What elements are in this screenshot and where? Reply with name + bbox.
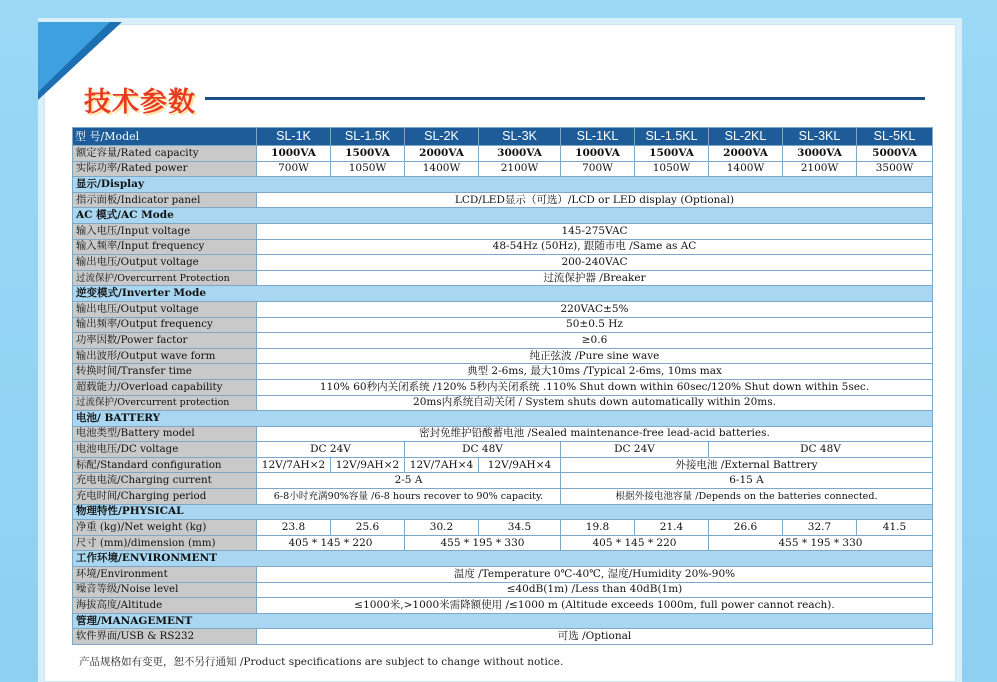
table-cell: 700W: [561, 161, 635, 177]
table-cell: 6-8小时充满90%容量 /6-8 hours recover to 90% capacity.: [257, 489, 561, 505]
header-cell: SL-3KL: [783, 128, 857, 146]
table-row: [73, 348, 933, 364]
table-cell: 5000VA: [857, 146, 933, 162]
table-cell: 455 * 195 * 330: [405, 535, 561, 551]
table-cell: 32.7: [783, 520, 857, 536]
header-cell: SL-1.5KL: [635, 128, 709, 146]
table-row: [73, 395, 933, 411]
table-cell: 23.8: [257, 520, 331, 536]
table-cell: 温度 /Temperature 0℃-40℃, 湿度/Humidity 20%-90%: [257, 567, 933, 583]
table-row: [73, 442, 933, 458]
table-cell: 根据外接电池容量 /Depends on the batteries connected.: [561, 489, 933, 505]
table-row: [73, 255, 933, 271]
table-row: [73, 364, 933, 380]
title-underline: [205, 97, 925, 100]
table-row: [73, 535, 933, 551]
table-cell: 700W: [257, 161, 331, 177]
table-cell: 12V/9AH×2: [331, 457, 405, 473]
row-label: 指示面板/Indicator panel: [73, 192, 257, 208]
table-row: [73, 192, 933, 208]
table-row: [73, 239, 933, 255]
table-cell: DC 48V: [405, 442, 561, 458]
table-row: [73, 629, 933, 645]
table-cell: 2-5 A: [257, 473, 561, 489]
table-cell: 2000VA: [709, 146, 783, 162]
row-label: 充电电流/Charging current: [73, 473, 257, 489]
table-cell: 1500VA: [635, 146, 709, 162]
header-cell: SL-2K: [405, 128, 479, 146]
table-row: [73, 426, 933, 442]
page-title: 技术参数: [84, 87, 196, 118]
section-row: [73, 177, 933, 193]
table-cell: 12V/7AH×4: [405, 457, 479, 473]
table-cell: 405 * 145 * 220: [257, 535, 405, 551]
row-label: 实际功率/Rated power: [73, 161, 257, 177]
table-cell: 455 * 195 * 330: [709, 535, 933, 551]
footnote: 产品规格如有变更，恕不另行通知 /Product specifications are subject to change without notice.: [79, 656, 564, 668]
row-label: 净重 (kg)/Net weight (kg): [73, 520, 257, 536]
table-cell: 1050W: [635, 161, 709, 177]
table-cell: 200-240VAC: [257, 255, 933, 271]
section-row: [73, 208, 933, 224]
table-row: [73, 146, 933, 162]
table-cell: 1000VA: [257, 146, 331, 162]
table-row: [73, 317, 933, 333]
table-cell: 12V/7AH×2: [257, 457, 331, 473]
row-label: 输出电压/Output voltage: [73, 301, 257, 317]
table-row: [73, 270, 933, 286]
table-cell: 110% 60秒内关闭系统 /120% 5秒内关闭系统 .110% Shut down within 60sec/120% Shut down within 5sec.: [257, 379, 933, 395]
section-title: 电池/ BATTERY: [73, 411, 933, 427]
section-row: [73, 504, 933, 520]
header-cell: SL-1.5K: [331, 128, 405, 146]
table-cell: 34.5: [479, 520, 561, 536]
table-cell: ≤1000米,>1000米需降额使用 /≤1000 m (Altitude exceeds 1000m, full power cannot reach).: [257, 598, 933, 614]
table-cell: 48-54Hz (50Hz), 跟随市电 /Same as AC: [257, 239, 933, 255]
row-label: 标配/Standard configuration: [73, 457, 257, 473]
table-cell: DC 24V: [561, 442, 709, 458]
section-title: 管理/MANAGEMENT: [73, 613, 933, 629]
table-cell: 25.6: [331, 520, 405, 536]
table-cell: 2000VA: [405, 146, 479, 162]
table-cell: 405 * 145 * 220: [561, 535, 709, 551]
table-cell: 过流保护器 /Breaker: [257, 270, 933, 286]
row-label: 输入电压/Input voltage: [73, 223, 257, 239]
row-label: 充电时间/Charging period: [73, 489, 257, 505]
table-cell: ≤40dB(1m) /Less than 40dB(1m): [257, 582, 933, 598]
table-cell: 19.8: [561, 520, 635, 536]
table-cell: 220VAC±5%: [257, 301, 933, 317]
row-label: 噪音等级/Noise level: [73, 582, 257, 598]
table-cell: ≥0.6: [257, 333, 933, 349]
table-row: [73, 223, 933, 239]
table-cell: 密封免维护铅酸蓄电池 /Sealed maintenance-free lead-acid batteries.: [257, 426, 933, 442]
header-model: 型 号/Model: [73, 128, 257, 146]
header-cell: SL-1KL: [561, 128, 635, 146]
table-cell: 145-275VAC: [257, 223, 933, 239]
table-row: [73, 333, 933, 349]
row-label: 软件界面/USB & RS232: [73, 629, 257, 645]
row-label: 功率因数/Power factor: [73, 333, 257, 349]
section-title: 逆变模式/Inverter Mode: [73, 286, 933, 302]
row-label: 额定容量/Rated capacity: [73, 146, 257, 162]
table-cell: 26.6: [709, 520, 783, 536]
table-cell: 41.5: [857, 520, 933, 536]
section-title: 工作环境/ENVIRONMENT: [73, 551, 933, 567]
table-cell: 1050W: [331, 161, 405, 177]
header-cell: SL-1K: [257, 128, 331, 146]
section-row: [73, 411, 933, 427]
spec-table: [72, 127, 933, 645]
section-row: [73, 286, 933, 302]
section-row: [73, 551, 933, 567]
table-cell: 外接电池 /External Battrery: [561, 457, 933, 473]
table-row: [73, 457, 933, 473]
table-cell: DC 48V: [709, 442, 933, 458]
row-label: 环境/Environment: [73, 567, 257, 583]
header-row: [73, 128, 933, 146]
table-cell: 1400W: [405, 161, 479, 177]
header-cell: SL-5KL: [857, 128, 933, 146]
table-row: [73, 567, 933, 583]
table-cell: 可选 /Optional: [257, 629, 933, 645]
row-label: 转换时间/Transfer time: [73, 364, 257, 380]
table-cell: 21.4: [635, 520, 709, 536]
row-label: 输出频率/Output frequency: [73, 317, 257, 333]
row-label: 电池电压/DC voltage: [73, 442, 257, 458]
table-cell: 2100W: [783, 161, 857, 177]
section-title: 物理特性/PHYSICAL: [73, 504, 933, 520]
table-cell: LCD/LED显示（可选）/LCD or LED display (Optional): [257, 192, 933, 208]
table-row: [73, 598, 933, 614]
table-cell: 1000VA: [561, 146, 635, 162]
header-cell: SL-3K: [479, 128, 561, 146]
table-row: [73, 582, 933, 598]
row-label: 超载能力/Overload capability: [73, 379, 257, 395]
table-cell: 20ms内系统自动关闭 / System shuts down automatically within 20ms.: [257, 395, 933, 411]
section-title: 显示/Display: [73, 177, 933, 193]
table-row: [73, 301, 933, 317]
table-row: [73, 473, 933, 489]
header-cell: SL-2KL: [709, 128, 783, 146]
table-row: [73, 489, 933, 505]
table-cell: 纯正弦波 /Pure sine wave: [257, 348, 933, 364]
row-label: 输出波形/Output wave form: [73, 348, 257, 364]
section-row: [73, 613, 933, 629]
row-label: 过流保护/Overcurrent Protection: [73, 270, 257, 286]
table-cell: 12V/9AH×4: [479, 457, 561, 473]
table-cell: 3000VA: [479, 146, 561, 162]
table-cell: 典型 2-6ms, 最大10ms /Typical 2-6ms, 10ms max: [257, 364, 933, 380]
row-label: 过流保护/Overcurrent protection: [73, 395, 257, 411]
section-title: AC 模式/AC Mode: [73, 208, 933, 224]
table-row: [73, 161, 933, 177]
table-row: [73, 379, 933, 395]
row-label: 尺寸 (mm)/dimension (mm): [73, 535, 257, 551]
row-label: 输入频率/Input frequency: [73, 239, 257, 255]
table-cell: 6-15 A: [561, 473, 933, 489]
row-label: 电池类型/Battery model: [73, 426, 257, 442]
table-row: [73, 520, 933, 536]
table-cell: 3000VA: [783, 146, 857, 162]
row-label: 输出电压/Output voltage: [73, 255, 257, 271]
table-cell: 50±0.5 Hz: [257, 317, 933, 333]
row-label: 海拔高度/Altitude: [73, 598, 257, 614]
table-cell: 2100W: [479, 161, 561, 177]
table-cell: 30.2: [405, 520, 479, 536]
table-cell: 1400W: [709, 161, 783, 177]
table-cell: 3500W: [857, 161, 933, 177]
table-cell: 1500VA: [331, 146, 405, 162]
table-cell: DC 24V: [257, 442, 405, 458]
